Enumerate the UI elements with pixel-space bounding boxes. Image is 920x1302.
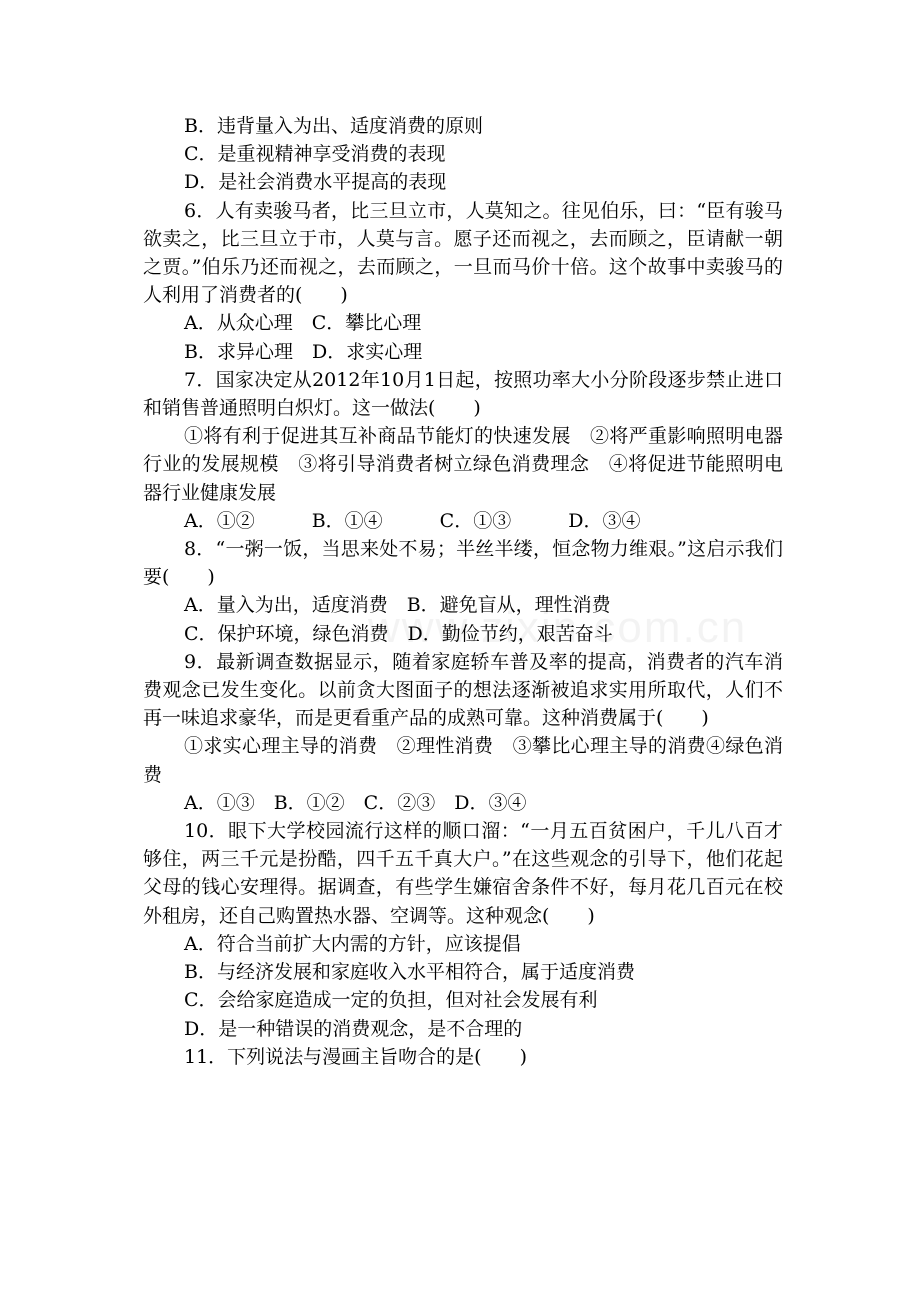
- options-7: A．①② B．①④ C．①③ D．③④: [184, 509, 641, 532]
- options-8-row-1: A．量入为出，适度消费 B．避免盲从，理性消费: [184, 594, 611, 617]
- option-10b: B．与经济发展和家庭收入水平相符合，属于适度消费: [184, 961, 635, 984]
- question-6-stem: 6．人有卖骏马者，比三旦立市，人莫知之。往见伯乐，曰：“臣有骏马欲卖之，比三旦立于市，人莫与言。愿子还而视之，去而顾之，臣请献一朝之贾。”伯乐乃还而视之，去而顾之，一旦而马价十倍。这个故事中卖骏马的人利用了消费者的( ): [143, 199, 783, 307]
- question-7-stem: 7．国家决定从2012年10月1日起，按照功率大小分阶段逐步禁止进口和销售普通照明白炽灯。这一做法( ): [143, 368, 783, 420]
- option-5c: C．是重视精神享受消费的表现: [184, 143, 446, 166]
- question-text-block: [143, 112, 783, 1071]
- question-10-stem: 10．眼下大学校园流行这样的顺口溜：“一月五百贫困户，千儿八百才够住，两三千元是扮酷，四千五千真大户。”在这些观念的引导下，他们花起父母的钱心安理得。据调查，有些学生嫌宿舍条件不好，每月花几百元在校外租房，还自己购置热水器、空调等。这种观念( ): [143, 820, 783, 927]
- question-9-stem: 9．最新调查数据显示，随着家庭轿车普及率的提高，消费者的汽车消费观念已发生变化。以前贪大图面子的想法逐渐被追求实用所取代，人们不再一味追求豪华，而是更看重产品的成熟可靠。这种消费属于( ): [143, 650, 783, 730]
- options-8-row-2: C．保护环境，绿色消费 D．勤俭节约，艰苦奋斗: [184, 622, 613, 645]
- question-8-stem: 8．“一粥一饭，当思来处不易；半丝半缕，恒念物力维艰。”这启示我们要( ): [143, 538, 783, 589]
- question-9-statements: ①求实心理主导的消费 ②理性消费 ③攀比心理主导的消费④绿色消费: [143, 735, 783, 786]
- option-5d: D．是社会消费水平提高的表现: [184, 171, 447, 194]
- option-5b: B．违背量入为出、适度消费的原则: [184, 115, 483, 137]
- option-10a: A．符合当前扩大内需的方针，应该提倡: [184, 932, 521, 955]
- question-11-stem: 11．下列说法与漫画主旨吻合的是( ): [184, 1045, 528, 1068]
- options-9: A．①③ B．①② C．②③ D．③④: [184, 791, 527, 814]
- options-6-row-1: A．从众心理 C．攀比心理: [184, 312, 422, 335]
- option-10c: C．会给家庭造成一定的负担，但对社会发展有利: [184, 989, 598, 1012]
- options-6-row-2: B．求异心理 D．求实心理: [184, 340, 423, 363]
- question-7-statements: ①将有利于促进其互补商品节能灯的快速发展 ②将严重影响照明电器行业的发展规模 ③将引导消费者树立绿色消费理念 ④将促进节能照明电器行业健康发展: [143, 425, 783, 504]
- option-10d: D．是一种错误的消费观念，是不合理的: [184, 1017, 523, 1040]
